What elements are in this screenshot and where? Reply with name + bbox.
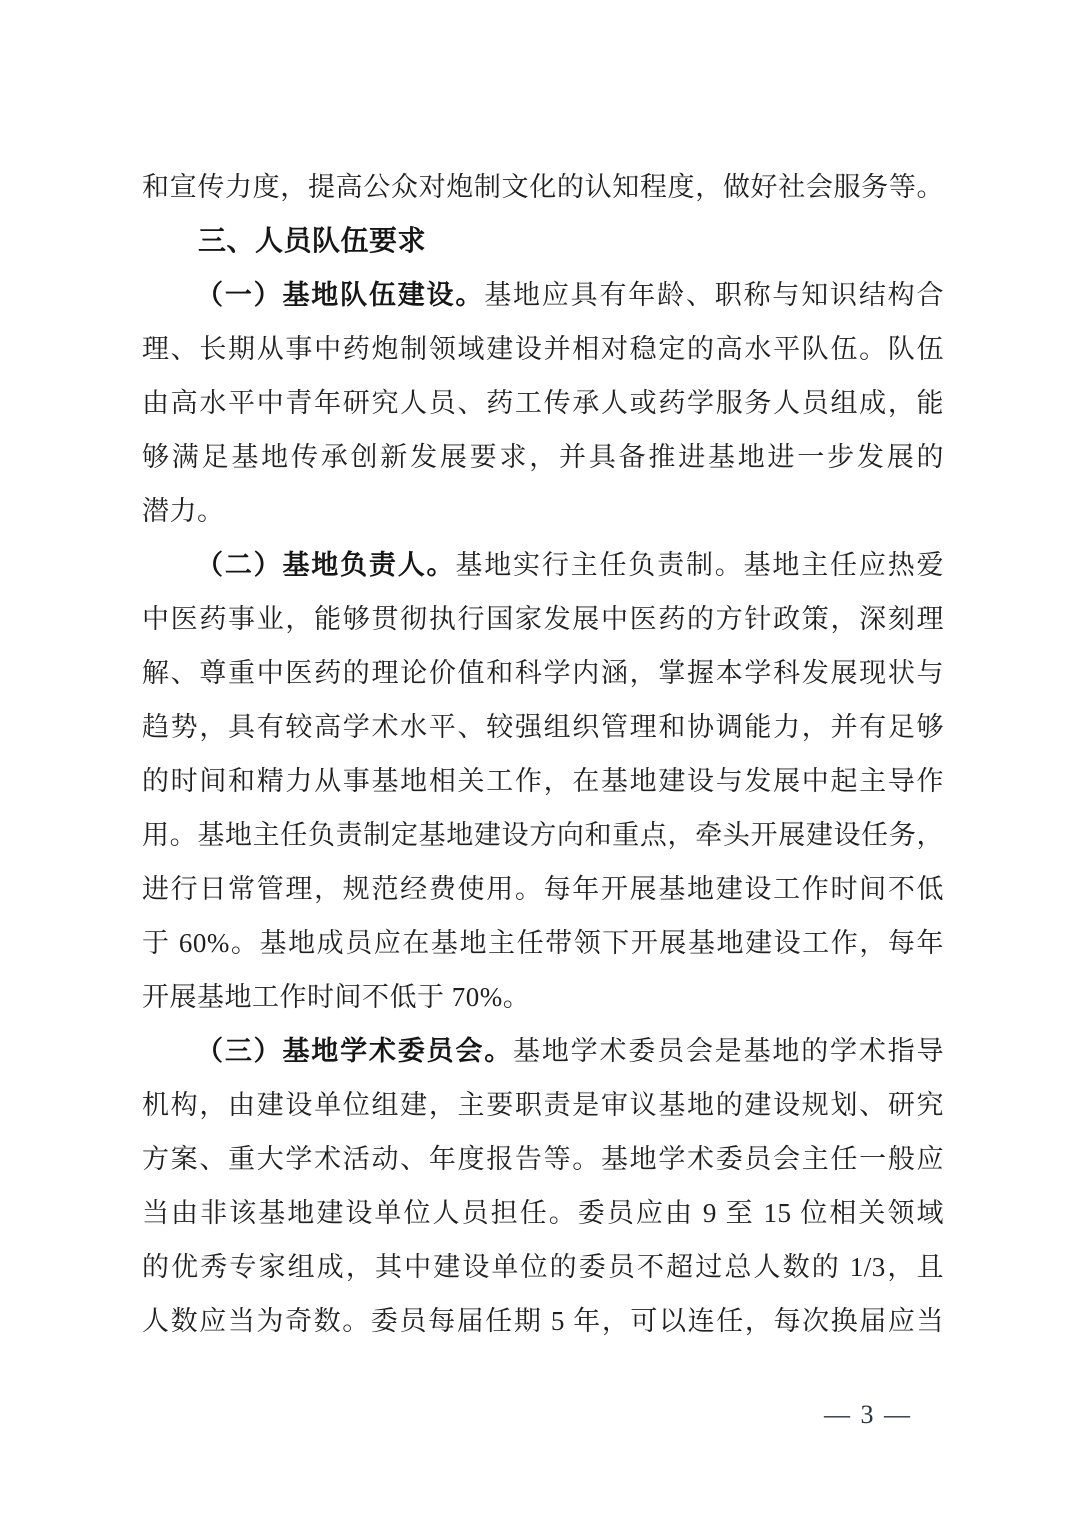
text-line	[142, 1024, 944, 1078]
text-line	[142, 1186, 944, 1240]
text-segment: 进行日常管理，规范经费使用。每年开展基地建设工作时间不低	[142, 874, 944, 904]
text-segment: 基地学术委员会是基地的学术指导	[513, 1036, 945, 1066]
text-line	[142, 484, 944, 538]
bold-text-segment: （二）基地负责人。	[196, 550, 456, 580]
text-segment: 由高水平中青年研究人员、药工传承人或药学服务人员组成，能	[142, 388, 944, 418]
text-segment: 趋势，具有较高学术水平、较强组织管理和协调能力，并有足够	[142, 712, 944, 742]
text-segment: 人数应当为奇数。委员每届任期 5 年，可以连任，每次换届应当	[142, 1306, 944, 1336]
text-segment: 用。基地主任负责制定基地建设方向和重点，牵头开展建设任务，	[142, 820, 944, 850]
section-heading	[142, 214, 944, 268]
text-line	[142, 592, 944, 646]
text-segment: 机构，由建设单位组建，主要职责是审议基地的建设规划、研究	[142, 1090, 944, 1120]
text-segment: 潜力。	[142, 496, 225, 526]
bold-text-segment: （三）基地学术委员会。	[196, 1036, 514, 1066]
text-line	[142, 376, 944, 430]
text-segment: 的优秀专家组成，其中建设单位的委员不超过总人数的 1/3，且	[142, 1252, 944, 1282]
text-line	[142, 916, 944, 970]
text-line	[142, 646, 944, 700]
text-line	[142, 1240, 944, 1294]
text-line	[142, 322, 944, 376]
bold-text-segment: 三、人员队伍要求	[198, 225, 427, 256]
text-segment: 基地实行主任负责制。基地主任应热爱	[455, 550, 945, 580]
text-line	[142, 862, 944, 916]
text-line	[142, 1078, 944, 1132]
text-segment: 方案、重大学术活动、年度报告等。基地学术委员会主任一般应	[142, 1144, 944, 1174]
text-segment: 的时间和精力从事基地相关工作，在基地建设与发展中起主导作	[142, 766, 944, 796]
text-line	[142, 1294, 944, 1348]
text-segment: 基地应具有年龄、职称与知识结构合	[484, 280, 945, 310]
text-line	[142, 700, 944, 754]
text-segment: 理、长期从事中药炮制领域建设并相对稳定的高水平队伍。队伍	[142, 334, 944, 364]
text-segment: 和宣传力度，提高公众对炮制文化的认知程度，做好社会服务等。	[142, 172, 944, 202]
bold-text-segment: （一）基地队伍建设。	[196, 280, 485, 310]
text-line	[142, 160, 944, 214]
text-segment: 解、尊重中医药的理论价值和科学内涵，掌握本学科发展现状与	[142, 658, 944, 688]
text-segment: 开展基地工作时间不低于 70%。	[142, 982, 531, 1012]
text-segment: 够满足基地传承创新发展要求，并具备推进基地进一步发展的	[142, 442, 944, 472]
text-line	[142, 754, 944, 808]
page-number: — 3 —	[824, 1400, 912, 1429]
text-line	[142, 970, 944, 1024]
text-segment: 当由非该基地建设单位人员担任。委员应由 9 至 15 位相关领域	[142, 1198, 944, 1228]
text-line	[142, 1132, 944, 1186]
text-line	[142, 268, 944, 322]
text-line	[142, 430, 944, 484]
text-segment: 于 60%。基地成员应在基地主任带领下开展基地建设工作，每年	[142, 928, 944, 958]
text-line	[142, 808, 944, 862]
document-content	[142, 160, 944, 1348]
text-segment: 中医药事业，能够贯彻执行国家发展中医药的方针政策，深刻理	[142, 604, 944, 634]
text-line	[142, 538, 944, 592]
